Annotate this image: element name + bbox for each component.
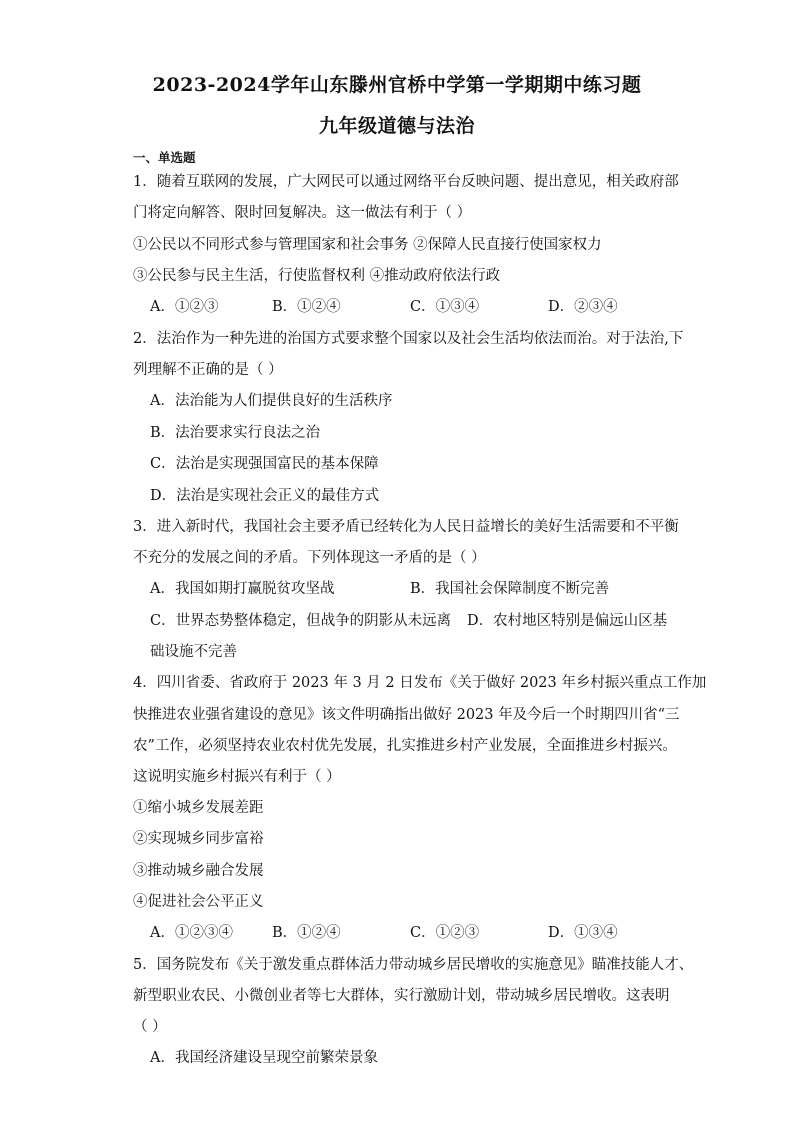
question-3-option-d-continued: 础设施不完善 bbox=[150, 644, 237, 660]
question-2-option-b: B．法治要求实行良法之治 bbox=[150, 425, 321, 441]
question-4-line: 这说明实施乡村振兴有利于（ ） bbox=[133, 769, 341, 785]
question-3-option-b: B．我国社会保障制度不断完善 bbox=[410, 581, 610, 597]
question-4-statement: ③推动城乡融合发展 bbox=[133, 863, 264, 879]
question-4-statement: ④促进社会公平正义 bbox=[133, 894, 264, 910]
question-1-option-b: B．①②④ bbox=[272, 299, 341, 315]
question-1-option-c: C．①③④ bbox=[410, 299, 480, 315]
question-3-option-d: D．农村地区特别是偏远山区基 bbox=[467, 613, 668, 629]
question-5-line: 5．国务院发布《关于激发重点群体活力带动城乡居民增收的实施意见》瞄准技能人才、 bbox=[133, 957, 694, 973]
question-2-option-d: D．法治是实现社会正义的最佳方式 bbox=[150, 488, 380, 504]
section-heading: 一、单选题 bbox=[133, 150, 196, 165]
question-1-option-a: A．①②③ bbox=[150, 299, 219, 315]
question-4-option-c: C．①②③ bbox=[410, 925, 480, 941]
question-5-option-a: A．我国经济建设呈现空前繁荣景象 bbox=[150, 1050, 378, 1066]
question-1-line: 门将定向解答、限时回复解决。这一做法有利于（ ） bbox=[133, 205, 472, 221]
question-4-option-a: A．①②③④ bbox=[150, 925, 233, 941]
question-4-option-d: D．①③④ bbox=[548, 925, 618, 941]
question-2-line: 列理解不正确的是（ ） bbox=[133, 362, 283, 378]
question-1-line: 1．随着互联网的发展，广大网民可以通过网络平台反映问题、提出意见，相关政府部 bbox=[133, 174, 679, 190]
document-title: 2023-2024学年山东滕州官桥中学第一学期期中练习题 bbox=[152, 74, 642, 96]
question-3-option-c: C．世界态势整体稳定，但战争的阴影从未远离 bbox=[150, 613, 452, 629]
question-4-line: 快推进农业强省建设的意见》该文件明确指出做好 2023 年及今后一个时期四川省“三 bbox=[133, 707, 680, 723]
question-4-statement: ①缩小城乡发展差距 bbox=[133, 800, 264, 816]
question-3-line: 不充分的发展之间的矛盾。下列体现这一矛盾的是（ ） bbox=[133, 550, 486, 566]
question-1-statement: ③公民参与民主生活，行使监督权利 ④推动政府依法行政 bbox=[133, 268, 501, 284]
question-5-line: 新型职业农民、小微创业者等七大群体，实行激励计划，带动城乡居民增收。这表明 bbox=[133, 988, 670, 1004]
question-4-statement: ②实现城乡同步富裕 bbox=[133, 831, 264, 847]
question-2-option-c: C．法治是实现强国富民的基本保障 bbox=[150, 456, 379, 472]
question-1-option-d: D．②③④ bbox=[548, 299, 618, 315]
question-5-line: （ ） bbox=[133, 1019, 167, 1035]
document-subtitle: 九年级道德与法治 bbox=[318, 115, 475, 137]
question-4-line: 4．四川省委、省政府于 2023 年 3 月 2 日发布《关于做好 2023 年乡村振兴重点工作加 bbox=[133, 675, 707, 691]
question-2-option-a: A．法治能为人们提供良好的生活秩序 bbox=[150, 393, 393, 409]
question-4-option-b: B．①②④ bbox=[272, 925, 341, 941]
question-2-line: 2．法治作为一种先进的治国方式要求整个国家以及社会生活均依法而治。对于法治,下 bbox=[133, 331, 684, 347]
question-3-option-a: A．我国如期打赢脱贫攻坚战 bbox=[150, 581, 335, 597]
question-3-line: 3．进入新时代，我国社会主要矛盾已经转化为人民日益增长的美好生活需要和不平衡 bbox=[133, 519, 679, 535]
question-4-line: 农”工作，必须坚持农业农村优先发展，扎实推进乡村产业发展，全面推进乡村振兴。 bbox=[133, 738, 677, 754]
question-1-statement: ①公民以不同形式参与管理国家和社会事务 ②保障人民直接行使国家权力 bbox=[133, 237, 602, 253]
